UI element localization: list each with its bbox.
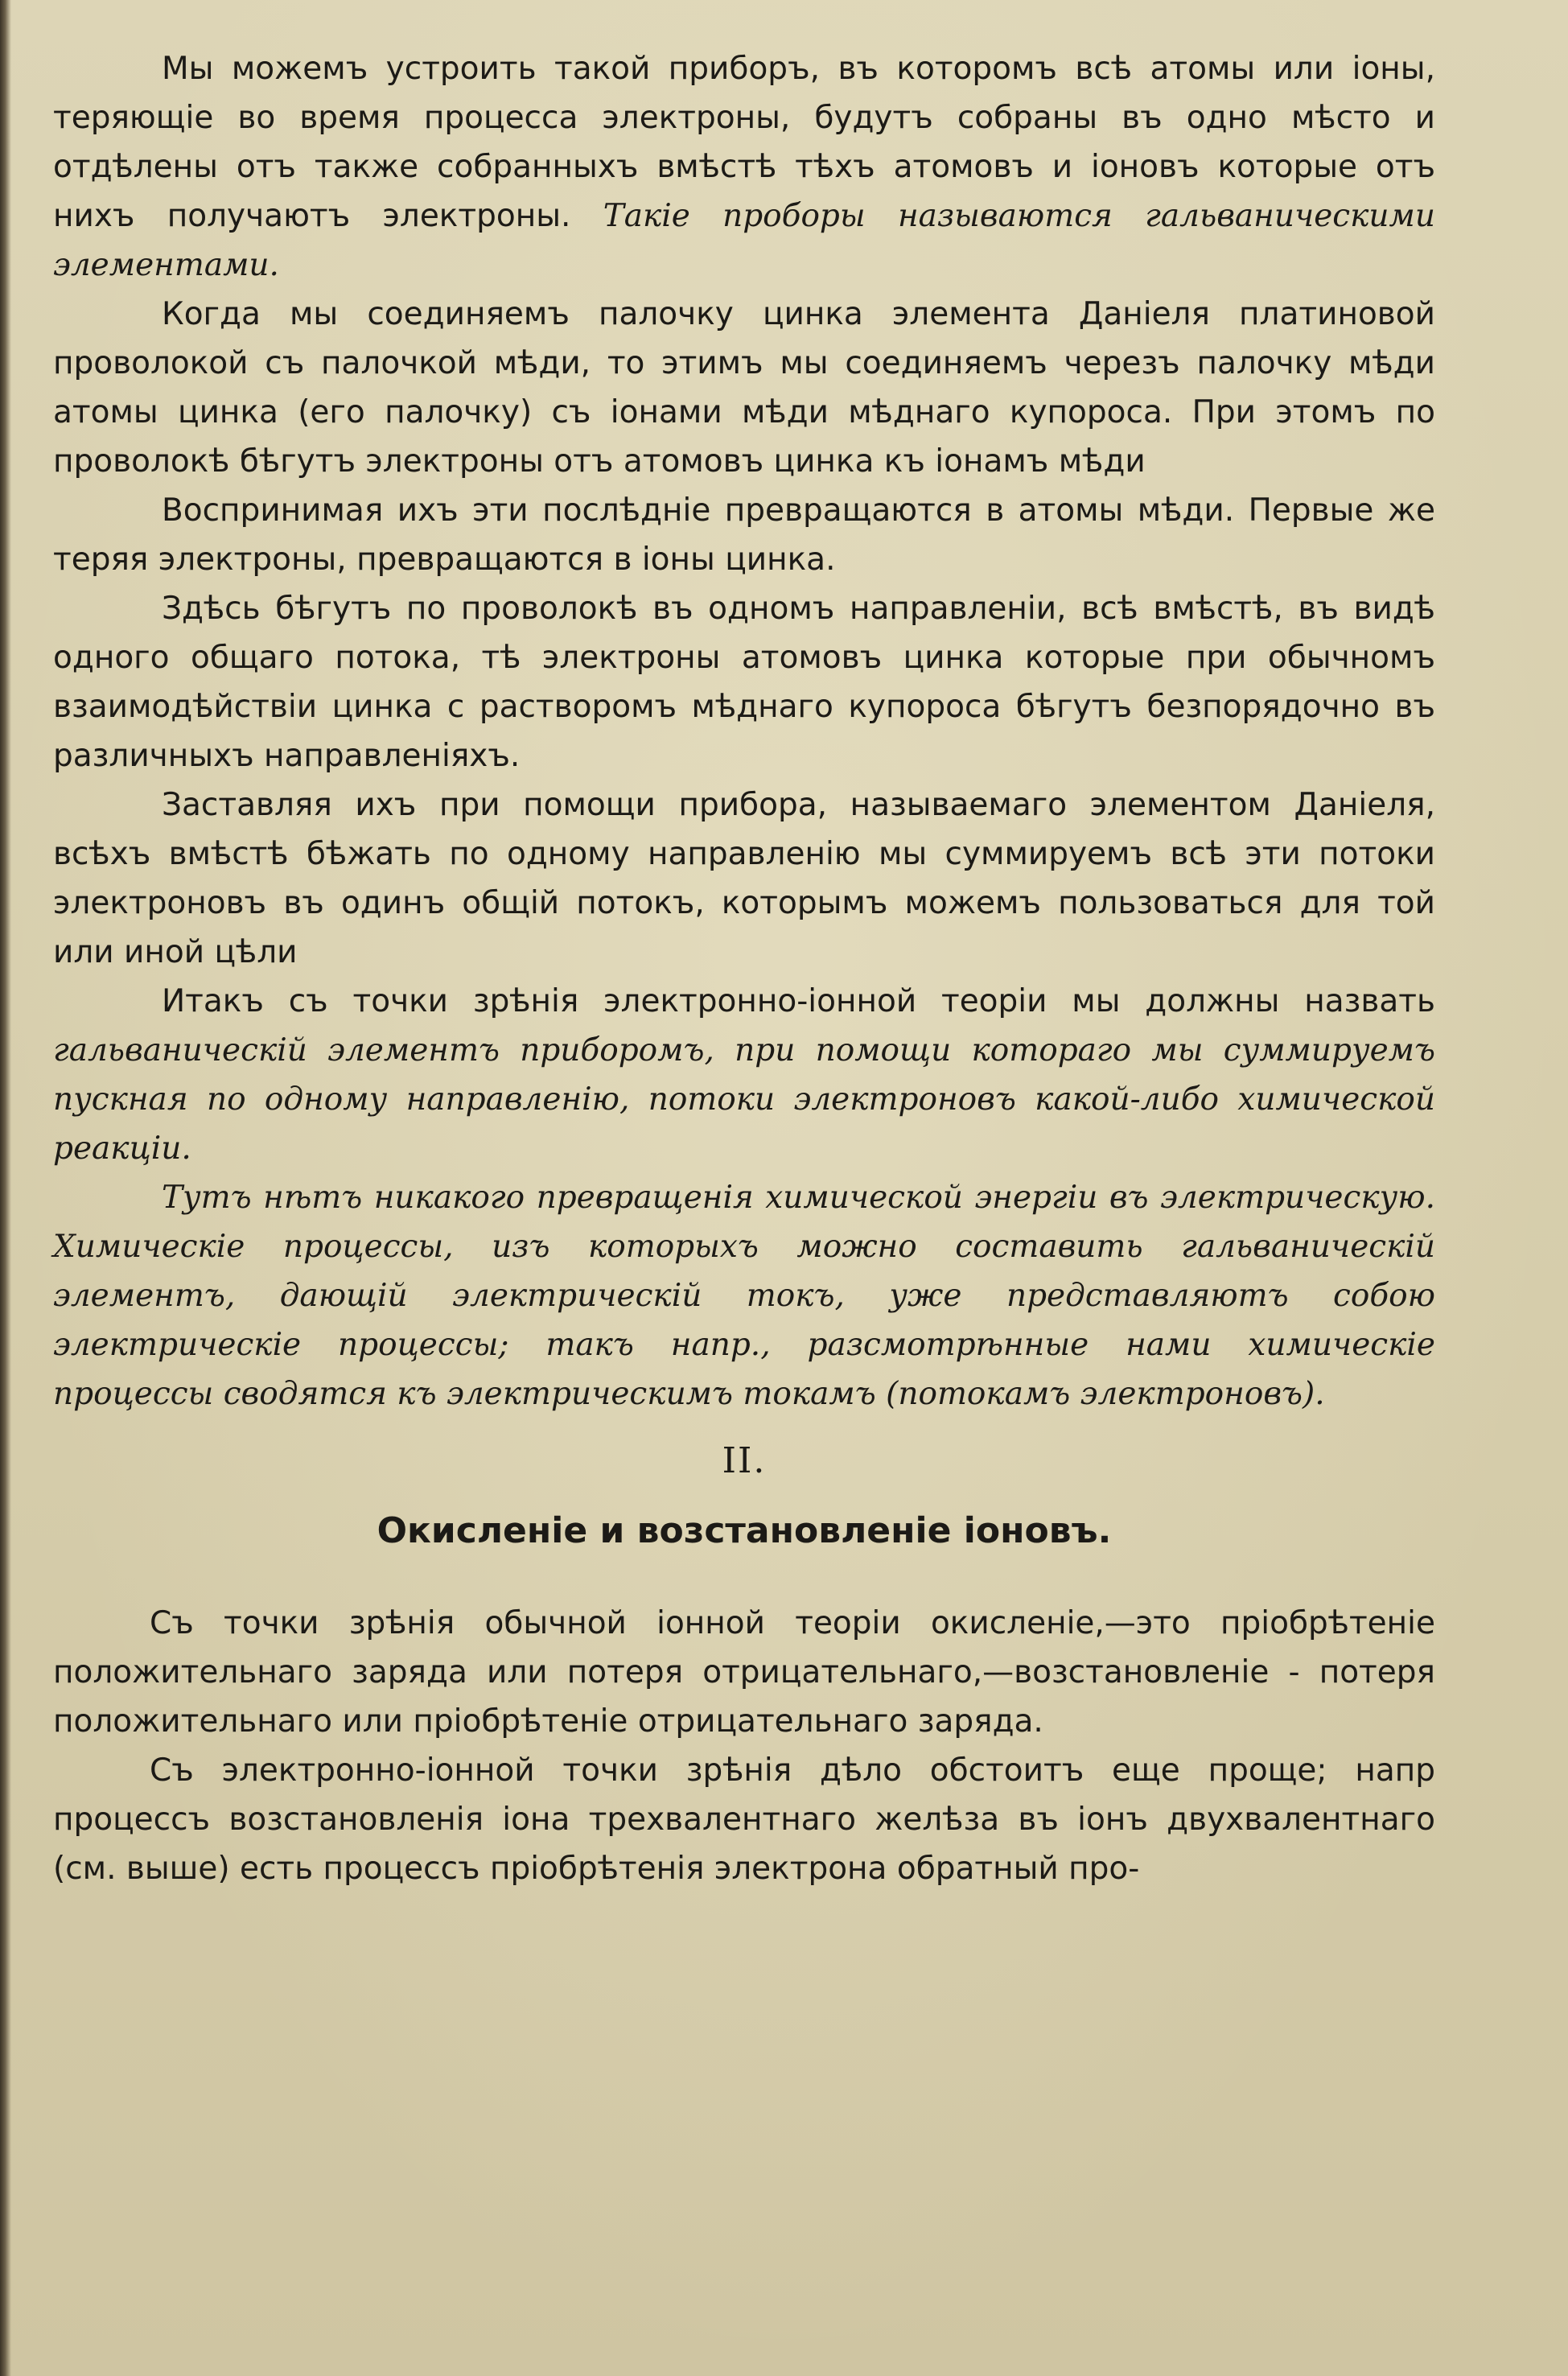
section-heading: Окисленіе и возстановленіе іоновъ.	[377, 1510, 1112, 1551]
paragraph-4: Здѣсь бѣгутъ по проволокѣ въ одномъ направленіи, всѣ вмѣстѣ, въ видѣ одного общаго потока, тѣ электроны атомовъ цинка которые при обычномъ взаимодѣйствіи цинка с растворомъ мѣднаго купороса бѣгутъ безпорядочно въ различныхъ направленіяхъ.	[53, 591, 1435, 774]
paragraph-1: Мы можемъ устроить такой приборъ, въ которомъ всѣ атомы или іоны, теряющіе во время процесса электроны, будутъ собраны въ одно мѣсто и отдѣлены отъ также собранныхъ вмѣстѣ тѣхъ атомовъ и іоновъ которые отъ нихъ получаютъ электроны. Такіе проборы называются гальваническими элементами.	[53, 51, 1435, 283]
paragraph-6: Итакъ съ точки зрѣнія электронно-іонной теоріи мы должны назвать гальваническій элементъ приборомъ, при помощи котораго мы суммируемъ пускная по одному направленію, потоки электроновъ какой-либо химической реакціи.	[53, 983, 1435, 1167]
paragraph-8: Съ точки зрѣнія обычной іонной теоріи окисленіе,—это пріобрѣтеніе положительнаго заряда или потеря отрицательнаго,—возстановленіе - потеря положительнаго или пріобрѣтеніе отрицательнаго заряда.	[53, 1605, 1435, 1740]
paragraph-3: Воспринимая ихъ эти послѣдніе превращаются в атомы мѣди. Первые же теряя электроны, превращаются в іоны цинка.	[53, 492, 1435, 578]
page-binding-shadow	[0, 0, 11, 2376]
paragraph-7: Тутъ нѣтъ никакого превращенія химической энергіи въ электрическую. Химическіе процессы, изъ которыхъ можно составить гальваническій элементъ, дающій электрическій токъ, уже представляютъ собою электрическіе процессы; такъ напр., разсмотрѣнные нами химическіе процессы сводятся къ электрическимъ токамъ (потокамъ электроновъ).	[53, 1180, 1435, 1412]
section-numeral: II.	[722, 1440, 767, 1481]
paragraph-2: Когда мы соединяемъ палочку цинка элемента Даніеля платиновой проволокой съ палочкой мѣди, то этимъ мы соединяемъ черезъ палочку мѣди атомы цинка (его палочку) съ іонами мѣди мѣднаго купороса. При этомъ по проволокѣ бѣгутъ электроны отъ атомовъ цинка къ іонамъ мѣди	[53, 296, 1435, 480]
paragraph-5: Заставляя ихъ при помощи прибора, называемаго элементом Даніеля, всѣхъ вмѣстѣ бѣжать по одному направленію мы суммируемъ всѣ эти потоки электроновъ въ одинъ общій потокъ, которымъ можемъ пользоваться для той или иной цѣли	[53, 787, 1435, 970]
page-text	[53, 44, 1435, 1893]
paragraph-9: Съ электронно-іонной точки зрѣнія дѣло обстоитъ еще проще; напр процессъ возстановленія іона трехвалентнаго желѣза въ іонъ двухвалентнаго (см. выше) есть процессъ пріобрѣтенія электрона обратный про-	[53, 1752, 1435, 1887]
